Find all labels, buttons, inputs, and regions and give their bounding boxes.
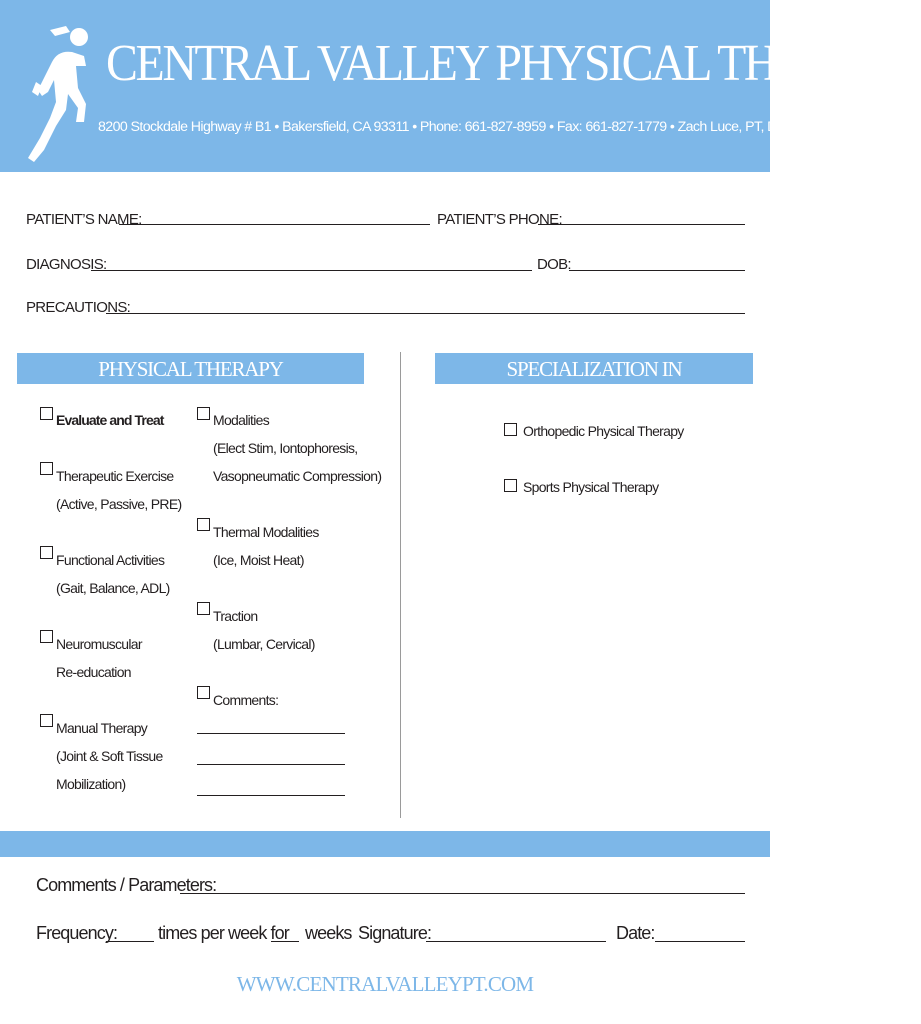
comments-checkbox[interactable]	[197, 686, 210, 699]
dob-label: DOB:	[537, 256, 571, 273]
header-banner	[0, 0, 921, 172]
frequency-field[interactable]	[106, 941, 154, 942]
date-field[interactable]	[655, 941, 745, 942]
modalities-detail-2: Vasopneumatic Compression)	[213, 468, 382, 484]
patient-name-field[interactable]	[119, 224, 430, 225]
comments-line-1[interactable]	[197, 733, 345, 734]
footer-band	[0, 831, 770, 857]
weeks-label: weeks	[305, 923, 352, 943]
traction-label: Traction	[213, 608, 258, 624]
times-per-week-label: times per week for	[158, 923, 289, 943]
therapeutic-exercise-checkbox[interactable]	[40, 462, 53, 475]
clinic-title: CENTRAL VALLEY PHYSICAL THERAPY	[106, 35, 921, 92]
therapeutic-exercise-label: Therapeutic Exercise	[56, 468, 174, 484]
column-divider	[400, 352, 401, 818]
signature-label: Signature:	[358, 923, 432, 943]
patient-name-label: PATIENT’S NAME:	[26, 211, 142, 228]
patient-phone-label: PATIENT’S PHONE:	[437, 211, 562, 228]
therapeutic-exercise-detail: (Active, Passive, PRE)	[56, 496, 182, 512]
functional-activities-checkbox[interactable]	[40, 546, 53, 559]
orthopedic-label: Orthopedic Physical Therapy	[523, 423, 684, 439]
manual-therapy-detail-2: Mobilization)	[56, 776, 126, 792]
specialization-heading: SPECIALIZATION IN	[435, 353, 753, 384]
neuromuscular-label: Neuromuscular	[56, 636, 142, 652]
physical-therapy-heading: PHYSICAL THERAPY	[17, 353, 364, 384]
precautions-label: PRECAUTIONS:	[26, 299, 131, 316]
dob-field[interactable]	[569, 270, 745, 271]
sports-checkbox[interactable]	[504, 479, 517, 492]
manual-therapy-detail: (Joint & Soft Tissue	[56, 748, 163, 764]
diagnosis-field[interactable]	[91, 270, 532, 271]
functional-activities-label: Functional Activities	[56, 552, 165, 568]
neuromuscular-checkbox[interactable]	[40, 630, 53, 643]
comments-parameters-field[interactable]	[180, 893, 745, 894]
thermal-modalities-detail: (Ice, Moist Heat)	[213, 552, 304, 568]
modalities-checkbox[interactable]	[197, 407, 210, 420]
orthopedic-checkbox[interactable]	[504, 423, 517, 436]
manual-therapy-label: Manual Therapy	[56, 720, 148, 736]
modalities-detail: (Elect Stim, Iontophoresis,	[213, 440, 358, 456]
evaluate-treat-label: Evaluate and Treat	[56, 412, 164, 428]
modalities-label: Modalities	[213, 412, 270, 428]
weeks-field[interactable]	[271, 941, 299, 942]
traction-checkbox[interactable]	[197, 602, 210, 615]
running-person-icon	[22, 22, 100, 162]
signature-field[interactable]	[426, 941, 606, 942]
traction-detail: (Lumbar, Cervical)	[213, 636, 315, 652]
comments-parameters-label: Comments / Parameters:	[36, 875, 217, 895]
precautions-field[interactable]	[106, 313, 745, 314]
comments-line-3[interactable]	[197, 795, 345, 796]
diagnosis-label: DIAGNOSIS:	[26, 256, 107, 273]
frequency-label: Frequency:	[36, 923, 118, 943]
neuromuscular-detail: Re-education	[56, 664, 131, 680]
evaluate-treat-checkbox[interactable]	[40, 407, 53, 420]
date-label: Date:	[616, 923, 655, 943]
thermal-modalities-checkbox[interactable]	[197, 518, 210, 531]
functional-activities-detail: (Gait, Balance, ADL)	[56, 580, 170, 596]
comments-label: Comments:	[213, 692, 279, 708]
manual-therapy-checkbox[interactable]	[40, 714, 53, 727]
thermal-modalities-label: Thermal Modalities	[213, 524, 319, 540]
comments-line-2[interactable]	[197, 764, 345, 765]
website-link[interactable]: WWW.CENTRALVALLEYPT.COM	[236, 972, 534, 996]
patient-phone-field[interactable]	[538, 224, 745, 225]
sports-label: Sports Physical Therapy	[523, 479, 659, 495]
clinic-address: 8200 Stockdale Highway # B1 • Bakersfield, CA 93311 • Phone: 661-827-8959 • Fax: 661-827-1779 • Zach Luce, PT, DPT, OCS, SCS, Director	[98, 119, 914, 135]
